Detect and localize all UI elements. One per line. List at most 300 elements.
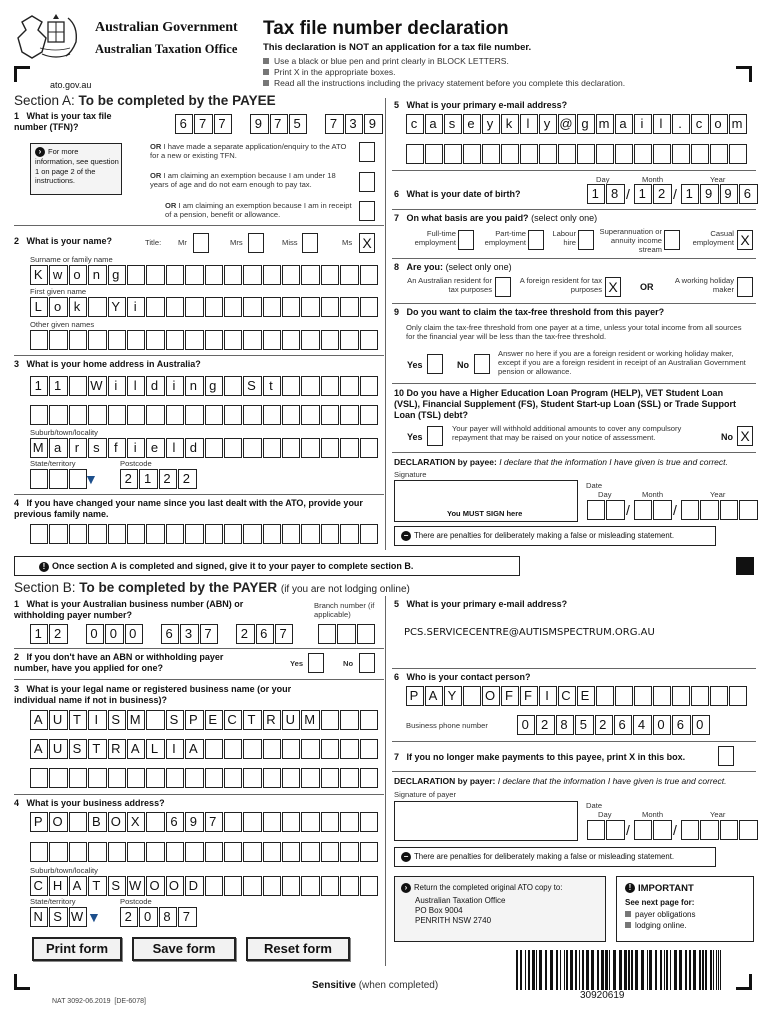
char-cell[interactable]	[263, 812, 281, 832]
char-cell[interactable]: T	[69, 710, 87, 730]
char-cell[interactable]: 2	[159, 469, 177, 489]
char-cell[interactable]	[321, 768, 339, 788]
contact-person-field[interactable]	[406, 686, 748, 706]
char-cell[interactable]: 9	[700, 184, 718, 204]
char-cell[interactable]: 2	[595, 715, 613, 735]
char-cell[interactable]	[577, 144, 595, 164]
char-cell[interactable]: A	[30, 739, 48, 759]
char-cell[interactable]	[243, 265, 261, 285]
char-cell[interactable]	[108, 842, 126, 862]
char-cell[interactable]	[360, 297, 378, 317]
char-cell[interactable]: Y	[444, 686, 462, 706]
char-cell[interactable]	[185, 330, 203, 350]
char-cell[interactable]	[108, 330, 126, 350]
char-cell[interactable]: i	[108, 376, 126, 396]
char-cell[interactable]: L	[146, 739, 164, 759]
suburb-field[interactable]	[30, 438, 379, 458]
char-cell[interactable]: 7	[214, 114, 232, 134]
char-cell[interactable]: a	[425, 114, 443, 134]
b-no-checkbox[interactable]	[359, 653, 375, 673]
char-cell[interactable]: 6	[166, 812, 184, 832]
char-cell[interactable]	[205, 739, 223, 759]
char-cell[interactable]	[263, 297, 281, 317]
char-cell[interactable]	[243, 876, 261, 896]
char-cell[interactable]: 4	[633, 715, 651, 735]
char-cell[interactable]: 1	[30, 624, 48, 644]
char-cell[interactable]: y	[539, 114, 557, 134]
char-cell[interactable]	[321, 710, 339, 730]
char-cell[interactable]	[463, 144, 481, 164]
char-cell[interactable]: S	[108, 710, 126, 730]
char-cell[interactable]: E	[205, 710, 223, 730]
char-cell[interactable]: 6	[672, 715, 690, 735]
char-cell[interactable]	[301, 438, 319, 458]
char-cell[interactable]: 7	[178, 907, 196, 927]
char-cell[interactable]	[282, 876, 300, 896]
char-cell[interactable]	[166, 265, 184, 285]
b-postcode-field[interactable]	[120, 907, 198, 927]
char-cell[interactable]: y	[482, 114, 500, 134]
char-cell[interactable]: d	[146, 376, 164, 396]
char-cell[interactable]: a	[49, 438, 67, 458]
char-cell[interactable]: 2	[120, 469, 138, 489]
surname-field[interactable]	[30, 265, 379, 285]
char-cell[interactable]	[340, 739, 358, 759]
char-cell[interactable]	[263, 330, 281, 350]
char-cell[interactable]	[146, 405, 164, 425]
char-cell[interactable]	[108, 524, 126, 544]
email-field-2[interactable]	[406, 144, 748, 164]
char-cell[interactable]: 2	[236, 624, 254, 644]
char-cell[interactable]: 2	[536, 715, 554, 735]
q9-yes-checkbox[interactable]	[427, 354, 443, 374]
char-cell[interactable]: T	[88, 739, 106, 759]
char-cell[interactable]: M	[30, 438, 48, 458]
char-cell[interactable]: l	[653, 114, 671, 134]
char-cell[interactable]	[243, 739, 261, 759]
char-cell[interactable]	[30, 524, 48, 544]
b-state-field[interactable]	[30, 907, 88, 927]
char-cell[interactable]: O	[166, 876, 184, 896]
char-cell[interactable]	[360, 405, 378, 425]
char-cell[interactable]	[243, 842, 261, 862]
char-cell[interactable]	[224, 330, 242, 350]
char-cell[interactable]	[146, 524, 164, 544]
char-cell[interactable]: n	[88, 265, 106, 285]
char-cell[interactable]	[243, 812, 261, 832]
char-cell[interactable]	[88, 297, 106, 317]
char-cell[interactable]	[243, 405, 261, 425]
char-cell[interactable]	[127, 524, 145, 544]
char-cell[interactable]	[69, 842, 87, 862]
char-cell[interactable]	[318, 624, 336, 644]
char-cell[interactable]	[263, 438, 281, 458]
payee-sign-day[interactable]	[587, 500, 626, 520]
char-cell[interactable]	[224, 297, 242, 317]
char-cell[interactable]	[166, 405, 184, 425]
char-cell[interactable]: 9	[364, 114, 382, 134]
char-cell[interactable]	[596, 686, 614, 706]
char-cell[interactable]	[301, 876, 319, 896]
char-cell[interactable]	[681, 820, 699, 840]
char-cell[interactable]: s	[444, 114, 462, 134]
char-cell[interactable]	[205, 768, 223, 788]
char-cell[interactable]: P	[406, 686, 424, 706]
char-cell[interactable]: 6	[175, 114, 193, 134]
char-cell[interactable]	[340, 812, 358, 832]
char-cell[interactable]: U	[49, 739, 67, 759]
resident-checkbox[interactable]	[495, 277, 511, 297]
char-cell[interactable]: C	[30, 876, 48, 896]
char-cell[interactable]	[166, 330, 184, 350]
char-cell[interactable]	[88, 330, 106, 350]
char-cell[interactable]: c	[406, 114, 424, 134]
char-cell[interactable]: C	[224, 710, 242, 730]
char-cell[interactable]: k	[69, 297, 87, 317]
char-cell[interactable]	[146, 297, 164, 317]
casual-checkbox[interactable]: X	[737, 230, 753, 250]
char-cell[interactable]	[166, 768, 184, 788]
char-cell[interactable]: O	[108, 812, 126, 832]
char-cell[interactable]	[185, 405, 203, 425]
payee-sign-month[interactable]	[634, 500, 673, 520]
char-cell[interactable]	[321, 438, 339, 458]
char-cell[interactable]	[710, 144, 728, 164]
email-field[interactable]	[406, 114, 748, 134]
char-cell[interactable]	[49, 768, 67, 788]
char-cell[interactable]	[224, 438, 242, 458]
char-cell[interactable]: S	[69, 739, 87, 759]
char-cell[interactable]	[444, 144, 462, 164]
char-cell[interactable]	[243, 297, 261, 317]
char-cell[interactable]	[360, 710, 378, 730]
char-cell[interactable]	[69, 812, 87, 832]
char-cell[interactable]: 0	[653, 715, 671, 735]
char-cell[interactable]	[166, 524, 184, 544]
char-cell[interactable]	[127, 265, 145, 285]
char-cell[interactable]	[263, 524, 281, 544]
foreign-checkbox[interactable]: X	[605, 277, 621, 297]
char-cell[interactable]: A	[185, 739, 203, 759]
char-cell[interactable]: M	[127, 710, 145, 730]
char-cell[interactable]	[653, 144, 671, 164]
char-cell[interactable]	[282, 405, 300, 425]
char-cell[interactable]: 1	[49, 376, 67, 396]
char-cell[interactable]	[587, 820, 605, 840]
char-cell[interactable]: S	[108, 876, 126, 896]
char-cell[interactable]: d	[185, 438, 203, 458]
char-cell[interactable]: o	[49, 297, 67, 317]
char-cell[interactable]: g	[205, 376, 223, 396]
char-cell[interactable]	[205, 330, 223, 350]
char-cell[interactable]	[340, 524, 358, 544]
char-cell[interactable]	[185, 768, 203, 788]
char-cell[interactable]	[321, 812, 339, 832]
char-cell[interactable]: l	[166, 438, 184, 458]
char-cell[interactable]: 7	[200, 624, 218, 644]
char-cell[interactable]: 8	[556, 715, 574, 735]
char-cell[interactable]	[301, 376, 319, 396]
char-cell[interactable]	[720, 820, 738, 840]
char-cell[interactable]	[282, 265, 300, 285]
char-cell[interactable]: U	[282, 710, 300, 730]
char-cell[interactable]	[739, 820, 757, 840]
char-cell[interactable]	[205, 842, 223, 862]
char-cell[interactable]	[282, 376, 300, 396]
char-cell[interactable]	[88, 768, 106, 788]
char-cell[interactable]: i	[127, 297, 145, 317]
char-cell[interactable]	[634, 500, 652, 520]
char-cell[interactable]	[30, 330, 48, 350]
abn-field[interactable]	[30, 624, 294, 644]
char-cell[interactable]	[340, 376, 358, 396]
no-longer-pay-checkbox[interactable]	[718, 746, 734, 766]
char-cell[interactable]: 2	[653, 184, 671, 204]
char-cell[interactable]	[205, 876, 223, 896]
char-cell[interactable]	[360, 876, 378, 896]
char-cell[interactable]	[146, 768, 164, 788]
char-cell[interactable]: N	[30, 907, 48, 927]
char-cell[interactable]	[340, 438, 358, 458]
title-mr-checkbox[interactable]	[193, 233, 209, 253]
char-cell[interactable]	[681, 500, 699, 520]
char-cell[interactable]: 7	[205, 812, 223, 832]
char-cell[interactable]: 1	[30, 376, 48, 396]
char-cell[interactable]: r	[69, 438, 87, 458]
char-cell[interactable]: O	[49, 812, 67, 832]
char-cell[interactable]	[224, 376, 242, 396]
char-cell[interactable]	[406, 144, 424, 164]
tfn-field[interactable]	[175, 114, 384, 134]
char-cell[interactable]: 7	[325, 114, 343, 134]
char-cell[interactable]	[321, 876, 339, 896]
char-cell[interactable]	[700, 820, 718, 840]
char-cell[interactable]	[360, 739, 378, 759]
branch-field[interactable]	[318, 624, 376, 644]
char-cell[interactable]	[146, 265, 164, 285]
char-cell[interactable]: i	[634, 114, 652, 134]
char-cell[interactable]	[360, 768, 378, 788]
char-cell[interactable]: A	[425, 686, 443, 706]
char-cell[interactable]	[205, 405, 223, 425]
char-cell[interactable]	[360, 842, 378, 862]
char-cell[interactable]: e	[146, 438, 164, 458]
dob-month[interactable]	[634, 184, 673, 204]
reset-form-button[interactable]: Reset form	[246, 937, 350, 961]
business-address-line-1[interactable]	[30, 812, 379, 832]
payer-sign-year[interactable]	[681, 820, 759, 840]
char-cell[interactable]: R	[108, 739, 126, 759]
char-cell[interactable]	[224, 876, 242, 896]
address-line-2[interactable]	[30, 405, 379, 425]
char-cell[interactable]	[615, 686, 633, 706]
char-cell[interactable]	[539, 144, 557, 164]
b-yes-checkbox[interactable]	[308, 653, 324, 673]
char-cell[interactable]	[321, 842, 339, 862]
char-cell[interactable]: I	[88, 710, 106, 730]
char-cell[interactable]	[282, 768, 300, 788]
char-cell[interactable]	[224, 739, 242, 759]
char-cell[interactable]	[282, 438, 300, 458]
char-cell[interactable]	[263, 842, 281, 862]
labour-hire-checkbox[interactable]	[578, 230, 594, 250]
char-cell[interactable]: P	[30, 812, 48, 832]
char-cell[interactable]: 0	[125, 624, 143, 644]
char-cell[interactable]	[185, 265, 203, 285]
char-cell[interactable]: O	[146, 876, 164, 896]
char-cell[interactable]: a	[615, 114, 633, 134]
char-cell[interactable]	[301, 524, 319, 544]
char-cell[interactable]: 1	[634, 184, 652, 204]
char-cell[interactable]	[49, 405, 67, 425]
char-cell[interactable]: F	[520, 686, 538, 706]
char-cell[interactable]: U	[49, 710, 67, 730]
char-cell[interactable]: F	[501, 686, 519, 706]
char-cell[interactable]	[127, 405, 145, 425]
char-cell[interactable]: 3	[345, 114, 363, 134]
char-cell[interactable]	[30, 405, 48, 425]
char-cell[interactable]	[88, 842, 106, 862]
char-cell[interactable]	[596, 144, 614, 164]
char-cell[interactable]	[360, 812, 378, 832]
payer-sign-month[interactable]	[634, 820, 673, 840]
char-cell[interactable]: 7	[275, 624, 293, 644]
char-cell[interactable]: X	[127, 812, 145, 832]
char-cell[interactable]	[127, 330, 145, 350]
char-cell[interactable]	[282, 812, 300, 832]
char-cell[interactable]: 8	[159, 907, 177, 927]
other-names-field[interactable]	[30, 330, 379, 350]
char-cell[interactable]: 8	[606, 184, 624, 204]
char-cell[interactable]	[30, 768, 48, 788]
char-cell[interactable]	[340, 710, 358, 730]
char-cell[interactable]: M	[301, 710, 319, 730]
char-cell[interactable]: L	[30, 297, 48, 317]
char-cell[interactable]	[360, 376, 378, 396]
char-cell[interactable]: g	[108, 265, 126, 285]
char-cell[interactable]: f	[108, 438, 126, 458]
char-cell[interactable]: i	[166, 376, 184, 396]
payer-sign-day[interactable]	[587, 820, 626, 840]
char-cell[interactable]	[146, 812, 164, 832]
char-cell[interactable]	[301, 297, 319, 317]
char-cell[interactable]: s	[88, 438, 106, 458]
char-cell[interactable]	[321, 405, 339, 425]
char-cell[interactable]	[321, 524, 339, 544]
char-cell[interactable]	[224, 265, 242, 285]
char-cell[interactable]: 5	[289, 114, 307, 134]
char-cell[interactable]	[282, 739, 300, 759]
char-cell[interactable]	[710, 686, 728, 706]
char-cell[interactable]: l	[127, 376, 145, 396]
char-cell[interactable]	[243, 330, 261, 350]
char-cell[interactable]	[30, 469, 48, 489]
char-cell[interactable]	[243, 438, 261, 458]
char-cell[interactable]	[146, 710, 164, 730]
postcode-field[interactable]	[120, 469, 198, 489]
char-cell[interactable]	[282, 297, 300, 317]
char-cell[interactable]: Y	[108, 297, 126, 317]
char-cell[interactable]: E	[577, 686, 595, 706]
address-line-1[interactable]	[30, 376, 379, 396]
char-cell[interactable]	[340, 265, 358, 285]
char-cell[interactable]	[301, 739, 319, 759]
char-cell[interactable]	[301, 842, 319, 862]
given-name-field[interactable]	[30, 297, 379, 317]
char-cell[interactable]	[127, 842, 145, 862]
char-cell[interactable]: T	[88, 876, 106, 896]
char-cell[interactable]: I	[539, 686, 557, 706]
char-cell[interactable]	[69, 330, 87, 350]
char-cell[interactable]	[337, 624, 355, 644]
char-cell[interactable]: O	[482, 686, 500, 706]
char-cell[interactable]: H	[49, 876, 67, 896]
char-cell[interactable]	[520, 144, 538, 164]
char-cell[interactable]: 2	[49, 624, 67, 644]
char-cell[interactable]: A	[127, 739, 145, 759]
char-cell[interactable]: i	[127, 438, 145, 458]
char-cell[interactable]	[243, 524, 261, 544]
char-cell[interactable]	[340, 297, 358, 317]
char-cell[interactable]	[263, 876, 281, 896]
char-cell[interactable]	[108, 405, 126, 425]
char-cell[interactable]: o	[69, 265, 87, 285]
char-cell[interactable]	[463, 686, 481, 706]
char-cell[interactable]	[301, 265, 319, 285]
char-cell[interactable]: o	[710, 114, 728, 134]
char-cell[interactable]: .	[672, 114, 690, 134]
char-cell[interactable]	[729, 144, 747, 164]
char-cell[interactable]: w	[49, 265, 67, 285]
save-form-button[interactable]: Save form	[132, 937, 236, 961]
char-cell[interactable]	[263, 768, 281, 788]
char-cell[interactable]	[634, 686, 652, 706]
char-cell[interactable]: 2	[178, 469, 196, 489]
char-cell[interactable]	[205, 438, 223, 458]
super-checkbox[interactable]	[664, 230, 680, 250]
char-cell[interactable]	[146, 330, 164, 350]
char-cell[interactable]	[301, 812, 319, 832]
char-cell[interactable]	[425, 144, 443, 164]
full-time-checkbox[interactable]	[458, 230, 474, 250]
previous-name-field[interactable]	[30, 524, 379, 544]
char-cell[interactable]	[301, 768, 319, 788]
char-cell[interactable]: 5	[575, 715, 593, 735]
char-cell[interactable]	[360, 330, 378, 350]
b-suburb-field[interactable]	[30, 876, 379, 896]
char-cell[interactable]: B	[88, 812, 106, 832]
char-cell[interactable]	[205, 524, 223, 544]
char-cell[interactable]	[49, 842, 67, 862]
char-cell[interactable]	[691, 144, 709, 164]
char-cell[interactable]	[321, 376, 339, 396]
char-cell[interactable]: l	[520, 114, 538, 134]
char-cell[interactable]: g	[577, 114, 595, 134]
char-cell[interactable]	[606, 820, 624, 840]
char-cell[interactable]	[653, 820, 671, 840]
char-cell[interactable]: 1	[681, 184, 699, 204]
char-cell[interactable]	[501, 144, 519, 164]
char-cell[interactable]	[224, 768, 242, 788]
char-cell[interactable]: D	[185, 876, 203, 896]
char-cell[interactable]: A	[30, 710, 48, 730]
char-cell[interactable]	[606, 500, 624, 520]
char-cell[interactable]	[49, 330, 67, 350]
payee-signature-box[interactable]	[394, 480, 578, 522]
char-cell[interactable]: 9	[250, 114, 268, 134]
title-ms-checkbox[interactable]: X	[359, 233, 375, 253]
business-address-line-2[interactable]	[30, 842, 379, 862]
